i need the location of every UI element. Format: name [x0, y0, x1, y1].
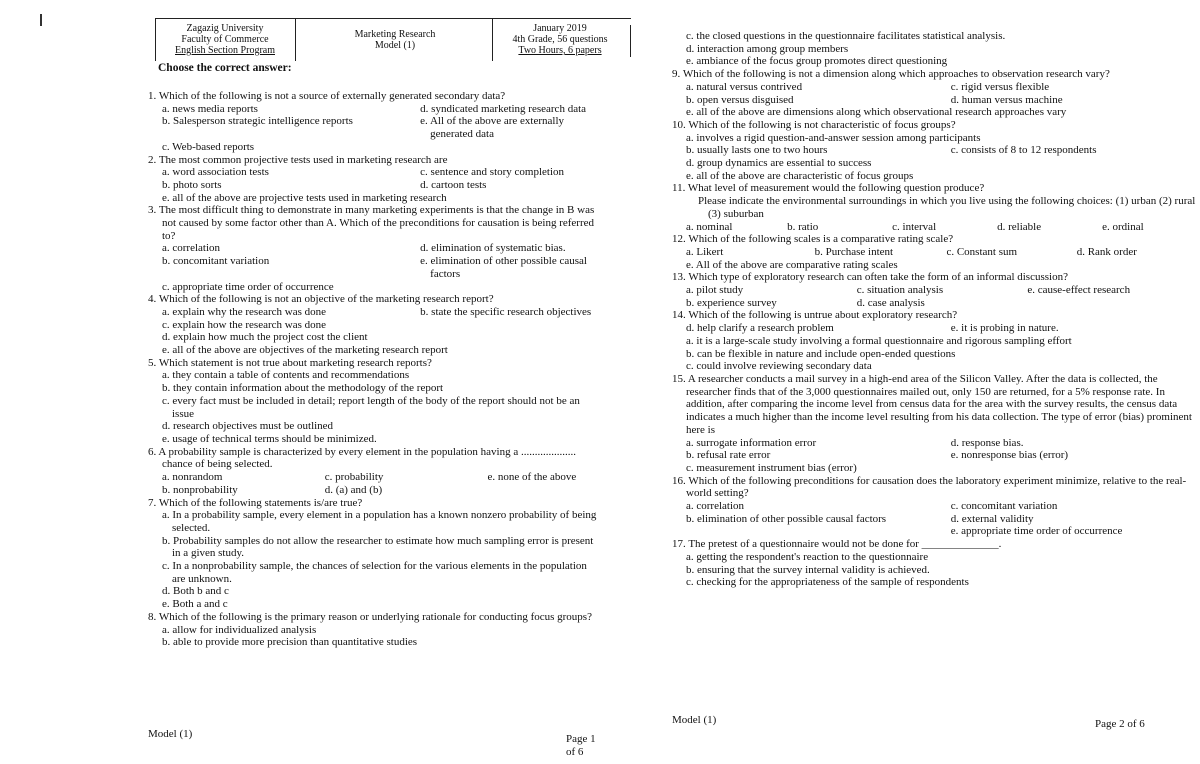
question-text [672, 271, 1197, 284]
option: b. can be flexible in nature and include open-ended questions [686, 347, 956, 360]
option: a. nonrandom [162, 471, 223, 484]
option-row [672, 500, 1197, 513]
header-course: Marketing Research Model (1) [354, 29, 436, 51]
option-line: e. ambiance of the focus group promotes direct questioning [686, 55, 948, 68]
option: b. nonprobability [162, 483, 238, 496]
question-text [672, 182, 1197, 195]
option: c. Constant sum [946, 245, 1018, 258]
question-number: 5. [148, 356, 157, 369]
question-text [672, 373, 1197, 437]
option: a. getting the respondent's reaction to the questionnaire [686, 550, 929, 563]
question-stem: Which of the following is the primary reason or underlying rationale for conducting focus groups? [158, 610, 592, 623]
option: d. explain how much the project cost the client [162, 331, 368, 344]
option-row [672, 94, 1197, 107]
question-text [148, 204, 600, 242]
option: e. All of the above are externally generated data [420, 115, 565, 141]
option: d. syndicated marketing research data [420, 102, 587, 115]
footer-page-number: Page 2 of 6 [1095, 718, 1145, 730]
option-row [148, 471, 600, 484]
option: c. Web-based reports [162, 140, 255, 153]
question-number: 9. [672, 68, 681, 81]
option: c. consists of 8 to 12 respondents [950, 144, 1097, 157]
option: e. elimination of other possible causal factors [420, 255, 587, 280]
option: d. cartoon tests [420, 178, 487, 191]
option-row [672, 297, 1197, 310]
option: b. open versus disguised [686, 93, 794, 106]
question-14 [672, 309, 1197, 373]
option: c. measurement instrument bias (error) [686, 461, 857, 474]
question-text [148, 90, 600, 103]
option: a. correlation [162, 242, 221, 255]
question-number: 14. [672, 309, 686, 322]
option-row [148, 166, 600, 179]
option: e. usage of technical terms should be minimized. [162, 432, 377, 445]
option: c. checking for the appropriateness of the sample of respondents [686, 576, 969, 589]
option-row [672, 81, 1197, 94]
option: e. Both a and c [162, 598, 228, 611]
footer-model: Model (1) [148, 728, 193, 740]
question-4 [148, 293, 600, 357]
option: a. Likert [686, 245, 724, 258]
option: b. Probability samples do not allow the researcher to estimate how much sampling error is present in a given study. [162, 534, 594, 560]
option-row [672, 525, 1197, 538]
header-exam: January 2019 4th Grade, 56 questions Two Hours, 6 papers [512, 23, 608, 56]
option: e. cause-effect research [1027, 284, 1131, 297]
question-text [148, 497, 600, 510]
option: d. human versus machine [950, 93, 1063, 106]
option: e. none of the above [487, 471, 577, 484]
question-6 [148, 446, 600, 497]
option: a. they contain a table of contents and recommendations [162, 369, 410, 382]
option-row [148, 255, 600, 280]
option: d. reliable [997, 220, 1042, 233]
option: c. explain how the research was done [162, 318, 327, 331]
question-stem: The most difficult thing to demonstrate in many marketing experiments is that the change in B was not caused by some factor other than A. Which of the preconditions for causation is being referred to? [158, 204, 595, 242]
question-2 [148, 154, 600, 205]
question-number: 17. [672, 538, 686, 551]
option: d. elimination of systematic bias. [420, 242, 566, 255]
question-number: 11. [672, 182, 686, 195]
option: c. sentence and story completion [420, 166, 565, 179]
option: d. (a) and (b) [324, 483, 383, 496]
question-text [672, 68, 1197, 81]
option: e. All of the above are comparative rating scales [686, 258, 898, 271]
question-stem: Which of the following preconditions for causation does the laboratory experiment minimize, relative to the real-world setting? [686, 474, 1187, 500]
option: b. ensuring that the survey internal validity is achieved. [686, 563, 930, 576]
question-stem: The most common projective tests used in marketing research are [158, 153, 448, 166]
option-row [148, 103, 600, 116]
questions-column-right [672, 30, 1197, 589]
question-stem: Which of the following is untrue about exploratory research? [688, 309, 958, 322]
question-7 [148, 497, 600, 611]
option: e. all of the above are objectives of the marketing research report [162, 344, 448, 357]
question-stem: Which type of exploratory research can often take the form of an informal discussion? [688, 271, 1068, 284]
question-text [672, 538, 1197, 551]
option: d. Both b and c [162, 585, 229, 598]
option-line: c. the closed questions in the questionnaire facilitates statistical analysis. [686, 30, 1006, 42]
option: a. surrogate information error [686, 436, 817, 449]
option: b. usually lasts one to two hours [686, 144, 828, 157]
option: b. refusal rate error [686, 449, 771, 462]
question-number: 16. [672, 474, 686, 487]
question-15 [672, 373, 1197, 475]
question-number: 6. [148, 445, 157, 458]
question-stem: Which of the following statements is/are true? [158, 496, 363, 509]
option-line: d. interaction among group members [686, 42, 849, 55]
option: d. response bias. [950, 436, 1024, 449]
question-number: 1. [148, 90, 157, 102]
questions-column-left [148, 90, 600, 649]
option: a. involves a rigid question-and-answer session among participants [686, 131, 981, 144]
question-13 [672, 271, 1197, 309]
option-row [672, 284, 1197, 297]
question-1 [148, 90, 600, 154]
question-9 [672, 68, 1197, 119]
question-number: 4. [148, 293, 157, 306]
option-row [672, 437, 1197, 450]
question-text [672, 233, 1197, 246]
option: d. external validity [950, 512, 1034, 525]
question-number: 10. [672, 118, 686, 131]
question-text [672, 309, 1197, 322]
question-text [148, 446, 600, 471]
option-row [148, 306, 600, 319]
option [473, 484, 600, 497]
option: b. elimination of other possible causal factors [686, 512, 887, 525]
option: d. case analysis [856, 296, 925, 309]
exam-header [155, 18, 631, 63]
question-16 [672, 475, 1197, 539]
option: c. could involve reviewing secondary data [686, 360, 872, 373]
option: c. interval [892, 220, 937, 233]
question-3 [148, 204, 600, 293]
question-text [672, 119, 1197, 132]
option-row [148, 115, 600, 140]
instructions: Choose the correct answer: [158, 62, 292, 74]
option: a. nominal [686, 220, 733, 233]
option: a. allow for individualized analysis [162, 623, 317, 636]
question-stem: Which statement is not true about marketing research reports? [158, 356, 432, 369]
option: c. probability [324, 471, 384, 484]
option: d. Rank order [1076, 245, 1137, 258]
question-number: 3. [148, 204, 157, 217]
question-number: 2. [148, 153, 157, 166]
scan-mark [40, 14, 42, 26]
option: c. appropriate time order of occurrence [162, 280, 334, 293]
option-row [672, 246, 1197, 259]
option-row [672, 322, 1197, 335]
option: b. Salesperson strategic intelligence reports [162, 115, 353, 128]
option [672, 525, 937, 538]
question-subtext: Please indicate the environmental surroundings in which you live using the following choices: (1) urban (2) rural (3) suburban [698, 195, 1196, 220]
option: d. group dynamics are essential to success [686, 157, 872, 170]
option: b. able to provide more precision than quantitative studies [162, 636, 418, 649]
option: a. word association tests [162, 166, 269, 179]
option: e. nonresponse bias (error) [950, 449, 1069, 462]
option: c. situation analysis [856, 284, 944, 297]
option: e. all of the above are characteristic of focus groups [686, 169, 914, 182]
option: c. rigid versus flexible [950, 80, 1050, 93]
option: d. help clarify a research problem [686, 322, 834, 335]
question-stem: Which of the following scales is a comparative rating scale? [688, 233, 954, 246]
option: d. research objectives must be outlined [162, 420, 334, 433]
question-stem: The pretest of a questionnaire would not be done for ______________. [688, 538, 1002, 551]
question-5 [148, 357, 600, 446]
question-text [148, 154, 600, 167]
question-17 [672, 538, 1197, 589]
option: b. experience survey [686, 296, 777, 309]
question-number: 15. [672, 372, 686, 385]
question-number: 12. [672, 233, 686, 246]
question-stem: What level of measurement would the following question produce? [687, 182, 985, 195]
question-text [148, 611, 600, 624]
option: a. it is a large-scale study involving a formal questionnaire and rigorous sampling effort [686, 334, 1072, 347]
option [1013, 297, 1197, 310]
option-row [148, 484, 600, 497]
question-10 [672, 119, 1197, 183]
question-stem: A probability sample is characterized by every element in the population having a .................... chance of being selected. [158, 445, 576, 471]
question-number: 13. [672, 271, 686, 284]
footer-model: Model (1) [672, 714, 717, 726]
option-row [672, 221, 1197, 234]
exam-page-2 [600, 0, 1200, 764]
question-number: 8. [148, 610, 157, 623]
option-row [672, 144, 1197, 157]
option: b. ratio [787, 220, 819, 233]
option-row [148, 179, 600, 192]
option: a. correlation [686, 500, 745, 513]
option: a. news media reports [162, 102, 258, 115]
question-number: 7. [148, 496, 157, 509]
question-12 [672, 233, 1197, 271]
question-11 [672, 182, 1197, 233]
option-row [672, 513, 1197, 526]
question-stem: A researcher conducts a mail survey in a high-end area of the Silicon Valley. After the data is collected, the researcher finds that of the 3,000 questionnaires mailed out, only 150 are returned, for a 5% response rate. In addition, after comparing the income level from census data for the area with the survey results, the census data indicates a much higher than the income level resulting from his data collection. The type of error (bias) prominent here is [686, 372, 1192, 436]
question-stem: Which of the following is not an objective of the marketing research report? [158, 293, 494, 306]
question-stem: Which of the following is not a dimension along which approaches to observation research vary? [682, 68, 1110, 81]
option: e. it is probing in nature. [950, 322, 1059, 335]
option: c. every fact must be included in detail; report length of the body of the report should not be an issue [162, 394, 580, 420]
option: e. ordinal [1102, 220, 1144, 233]
option: b. concomitant variation [162, 255, 270, 268]
option: a. pilot study [686, 284, 744, 297]
option: e. all of the above are dimensions along which observational research approaches vary [686, 106, 1067, 119]
question-8 [148, 611, 600, 649]
option: b. Purchase intent [814, 245, 894, 258]
option: a. In a probability sample, every element in a population has a known nonzero probability of being selected. [162, 509, 597, 534]
footer-page-number: Page 1 of 6 [566, 733, 596, 758]
option: b. state the specific research objectives [420, 305, 592, 318]
option: c. concomitant variation [950, 500, 1058, 513]
option: b. they contain information about the methodology of the report [162, 382, 444, 395]
option: b. photo sorts [162, 178, 222, 191]
question-stem: Which of the following is not a source of externally generated secondary data? [158, 90, 506, 102]
option-row [148, 141, 600, 154]
question-text [148, 357, 600, 370]
option [406, 141, 600, 154]
option: a. natural versus contrived [686, 80, 803, 93]
question-stem: Which of the following is not characteristic of focus groups? [688, 118, 956, 131]
option [406, 281, 600, 294]
option: e. all of the above are projective tests used in marketing research [162, 191, 447, 204]
option-row [672, 449, 1197, 462]
option: a. explain why the research was done [162, 305, 327, 318]
option: e. appropriate time order of occurrence [950, 525, 1123, 538]
question-text [672, 475, 1197, 500]
option-row [148, 242, 600, 255]
option-row [148, 281, 600, 294]
option: c. In a nonprobability sample, the chances of selection for the various elements in the population are unknown. [162, 560, 587, 585]
question-text [148, 293, 600, 306]
header-school: Zagazig University Faculty of Commerce English Section Program [175, 23, 275, 56]
